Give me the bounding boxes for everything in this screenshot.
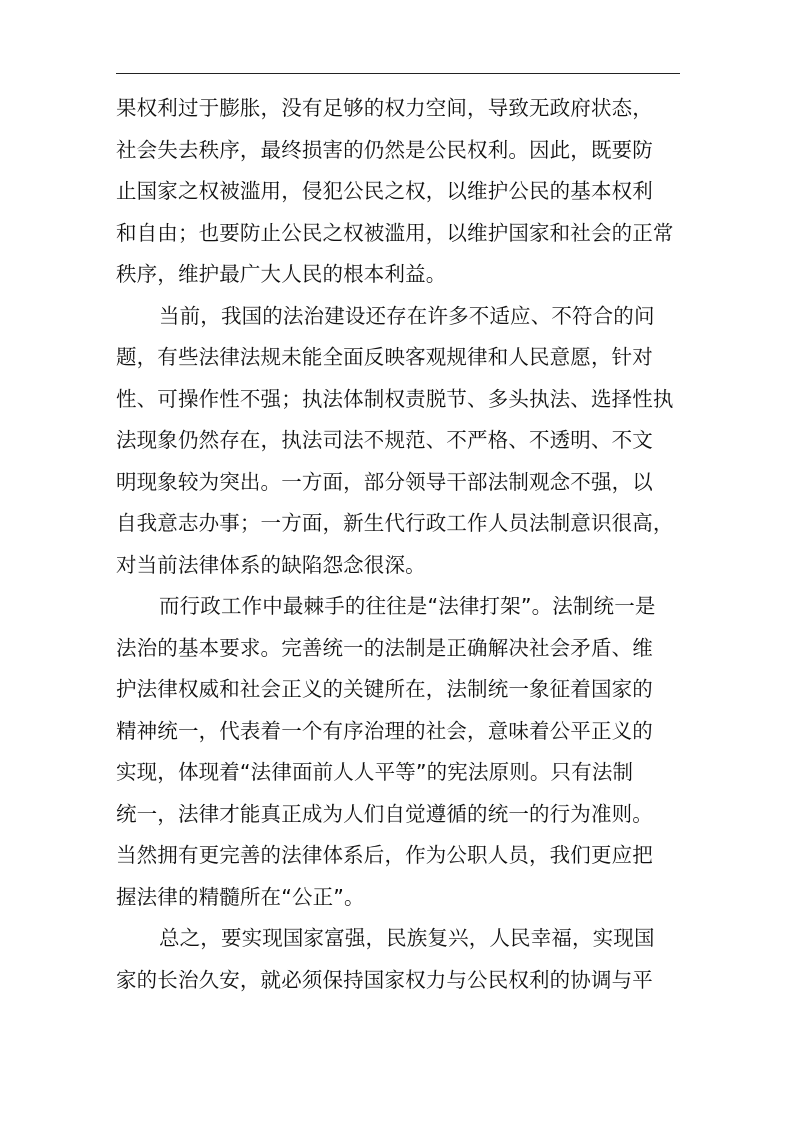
text-line: 题，有些法律法规未能全面反映客观规律和人民意愿，针对 [116,345,653,369]
body-text [116,88,680,1001]
text-line: 家的长治久安，就必须保持国家权力与公民权利的协调与平 [116,967,653,992]
text-line: 当然拥有更完善的法律体系后，作为公职人员，我们更应把 [116,843,653,867]
text-line: 果权利过于膨胀，没有足够的权力空间，导致无政府状态， [116,96,653,120]
text-line: 社会失去秩序，最终损害的仍然是公民权利。因此，既要防 [116,137,653,162]
paragraph-start-line: 总之，要实现国家富强，民族复兴，人民幸福，实现国 [159,926,655,950]
paragraph-start-line: 当前，我国的法治建设还存在许多不适应、不符合的问 [159,303,655,328]
text-line: 对当前法律体系的缺陷怨念很深。 [116,552,426,577]
text-line: 自我意志办事；一方面，新生代行政工作人员法制意识很高， [116,511,674,535]
text-line: 和自由；也要防止公民之权被滥用，以维护国家和社会的正常 [116,220,674,245]
text-line: 护法律权威和社会正义的关键所在，法制统一象征着国家的 [116,677,653,701]
paragraph-start-line: 而行政工作中最棘手的往往是“法律打架”。法制统一是 [159,594,656,618]
header-rule [116,73,680,74]
text-line: 统一，法律才能真正成为人们自觉遵循的统一的行为准则。 [116,801,653,826]
text-line: 法治的基本要求。完善统一的法制是正确解决社会矛盾、维 [116,635,653,660]
text-line: 明现象较为突出。一方面，部分领导干部法制观念不强，以 [116,469,653,494]
text-line: 法现象仍然存在，执法司法不规范、不严格、不透明、不文 [116,428,653,452]
text-line: 性、可操作性不强；执法体制权责脱节、多头执法、选择性执 [116,386,674,411]
text-line: 秩序，维护最广大人民的根本利益。 [116,262,447,286]
text-line: 实现，体现着“法律面前人人平等”的宪法原则。只有法制 [116,760,634,784]
text-line: 止国家之权被滥用，侵犯公民之权，以维护公民的基本权利 [116,179,653,203]
text-line: 精神统一，代表着一个有序治理的社会，意味着公平正义的 [116,718,653,743]
text-line: 握法律的精髓所在“公正”。 [116,884,365,909]
